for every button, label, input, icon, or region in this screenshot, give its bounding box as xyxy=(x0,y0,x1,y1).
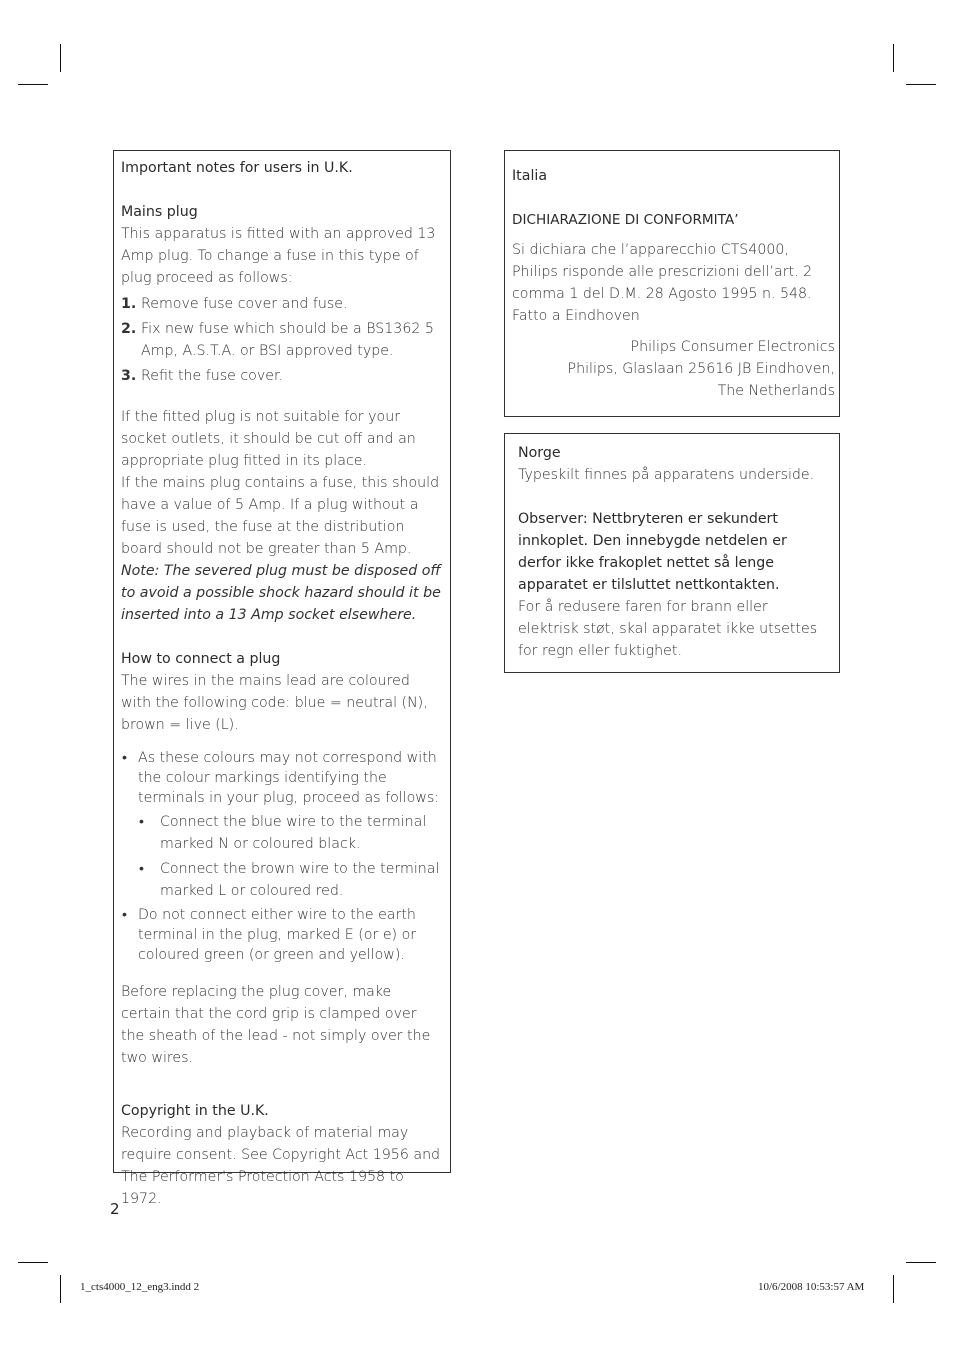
wire-colour-code: brown = live (L). xyxy=(121,717,239,733)
crop-mark xyxy=(906,84,936,85)
list-item xyxy=(121,811,444,855)
list-item xyxy=(121,318,444,362)
step-text: Remove fuse cover and fuse. xyxy=(141,296,348,312)
norge-observer-text: Observer: Nettbryteren er sekundert innkoplet. Den innebygde netdelen er derfor ikke frakoplet nettet så lenge apparatet er tilsluttet nettkontakten. xyxy=(518,511,787,593)
step-text: Fix new fuse which should be a BS1362 5 Amp, A.S.T.A. or BSI approved type. xyxy=(141,321,434,359)
crop-mark xyxy=(906,1262,936,1263)
wiring-bullet-list xyxy=(121,748,444,808)
italia-box xyxy=(504,150,840,417)
list-item xyxy=(121,293,444,315)
crop-mark xyxy=(60,44,61,72)
mains-plug-intro: This apparatus is fitted with an approved 13 Amp plug. To change a fuse in this type of plug proceed as follows: xyxy=(121,226,436,286)
company-name: Philips Consumer Electronics xyxy=(630,339,835,355)
bullet-text: Do not connect either wire to the earth terminal in the plug, marked E (or e) or coloured green (or green and yellow). xyxy=(138,907,417,963)
uk-title: Important notes for users in U.K. xyxy=(121,160,353,176)
list-item xyxy=(121,748,444,808)
replace-cover-paragraph: Before replacing the plug cover, make certain that the cord grip is clamped over the sheath of the lead - not simply over the two wires. xyxy=(121,984,431,1066)
italia-title: Italia xyxy=(512,168,548,184)
crop-mark xyxy=(60,1275,61,1303)
page-number: 2 xyxy=(110,1200,120,1218)
bullet-text: Connect the brown wire to the terminal marked L or coloured red. xyxy=(160,861,440,899)
wiring-sub-list xyxy=(121,811,444,902)
bullet-icon: • xyxy=(122,907,127,923)
step-number: 1. xyxy=(121,296,137,312)
bullet-text: As these colours may not correspond with the colour markings identifying the terminals in your plug, proceed as follows: xyxy=(138,750,440,806)
crop-mark xyxy=(18,84,48,85)
connect-plug-heading: How to connect a plug xyxy=(121,651,281,667)
norge-label-text: Typeskilt finnes på apparatens underside. xyxy=(518,467,815,483)
crop-mark xyxy=(893,44,894,72)
norge-box xyxy=(504,433,840,673)
fuse-paragraph: If the mains plug contains a fuse, this should have a value of 5 Amp. If a plug without a fuse is used, the fuse at the distribution board should not be greater than 5 Amp. xyxy=(121,475,440,557)
wire-colour-code: The wires in the mains lead are coloured with the following code: blue = neutral (N), xyxy=(121,673,428,711)
slug-filename: 1_cts4000_12_eng3.indd 2 xyxy=(80,1281,200,1293)
conformity-place: Fatto a Eindhoven xyxy=(512,308,640,324)
crop-mark xyxy=(18,1262,48,1263)
bullet-icon: • xyxy=(122,750,127,766)
bullet-text: Connect the blue wire to the terminal marked N or coloured black. xyxy=(160,814,427,852)
copyright-heading: Copyright in the U.K. xyxy=(121,1103,269,1119)
slug-timestamp: 10/6/2008 10:53:57 AM xyxy=(758,1281,865,1293)
crop-mark xyxy=(893,1275,894,1303)
conformity-text: Si dichiara che l’apparecchio CTS4000, Philips risponde alle prescrizioni dell’art. 2 comma 1 del D.M. 28 Agosto 1995 n. 548. xyxy=(512,242,813,302)
step-text: Refit the fuse cover. xyxy=(141,368,284,384)
list-item xyxy=(121,905,444,965)
step-number: 2. xyxy=(121,321,137,337)
list-item xyxy=(121,858,444,902)
step-number: 3. xyxy=(121,368,137,384)
conformity-heading: DICHIARAZIONE DI CONFORMITA’ xyxy=(512,212,739,228)
earth-bullet-list xyxy=(121,905,444,965)
fuse-steps-list xyxy=(121,293,444,387)
mains-plug-heading: Mains plug xyxy=(121,204,198,220)
severed-plug-note: Note: The severed plug must be disposed off to avoid a possible shock hazard should it be inserted into a 13 Amp socket elsewhere. xyxy=(121,563,441,623)
uk-notice-box xyxy=(113,150,451,1207)
list-item xyxy=(121,365,444,387)
plug-paragraph: If the fitted plug is not suitable for your socket outlets, it should be cut off and an appropriate plug fitted in its place. xyxy=(121,409,416,469)
norge-safety-text: For å redusere faren for brann eller elektrisk støt, skal apparatet ikke utsettes for regn eller fuktighet. xyxy=(518,599,818,659)
bullet-icon: • xyxy=(139,861,144,877)
copyright-text: Recording and playback of material may require consent. See Copyright Act 1956 and The Performer's Protection Acts 1958 to 1972. xyxy=(121,1125,441,1207)
company-address: Philips, Glaslaan 25616 JB Eindhoven, xyxy=(567,361,835,377)
bullet-icon: • xyxy=(139,814,144,830)
norge-title: Norge xyxy=(518,445,561,461)
company-country: The Netherlands xyxy=(717,383,835,399)
